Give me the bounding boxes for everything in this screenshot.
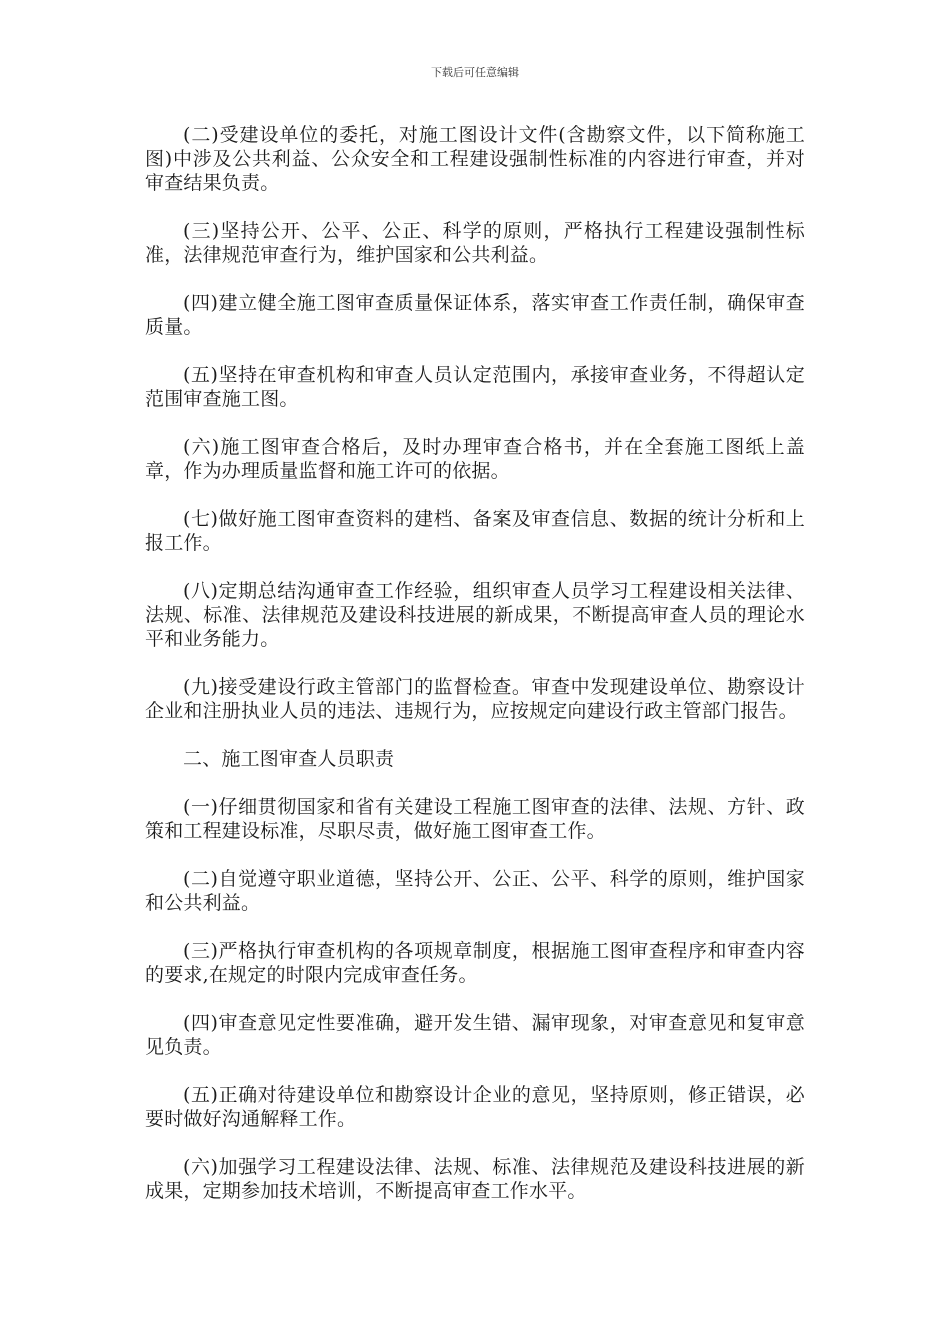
page-header-note: 下载后可任意编辑 — [431, 66, 519, 79]
paragraph-7: (七)做好施工图审查资料的建档、备案及审查信息、数据的统计分析和上报工作。 — [145, 508, 805, 554]
duty-5: (五)正确对待建设单位和勘察设计企业的意见，坚持原则，修正错误，必要时做好沟通解释工作。 — [145, 1084, 805, 1130]
section-heading-reviewer-duties: 二、施工图审查人员职责 — [183, 748, 395, 770]
paragraph-3: (三)坚持公开、公平、公正、科学的原则，严格执行工程建设强制性标准，法律规范审查行为，维护国家和公共利益。 — [145, 220, 805, 266]
paragraph-9: (九)接受建设行政主管部门的监督检查。审查中发现建设单位、勘察设计企业和注册执业人员的违法、违规行为，应按规定向建设行政主管部门报告。 — [145, 676, 805, 722]
paragraph-2: (二)受建设单位的委托，对施工图设计文件(含勘察文件，以下简称施工图)中涉及公共利益、公众安全和工程建设强制性标准的内容进行审查，并对审查结果负责。 — [145, 124, 805, 194]
document-body — [145, 123, 805, 1227]
paragraph-8: (八)定期总结沟通审查工作经验，组织审查人员学习工程建设相关法律、法规、标准、法律规范及建设科技进展的新成果，不断提高审查人员的理论水平和业务能力。 — [145, 580, 805, 650]
duty-1: (一)仔细贯彻国家和省有关建设工程施工图审查的法律、法规、方针、政策和工程建设标准，尽职尽责，做好施工图审查工作。 — [145, 796, 805, 842]
duty-3: (三)严格执行审查机构的各项规章制度，根据施工图审查程序和审查内容的要求,在规定的时限内完成审查任务。 — [145, 940, 805, 986]
duty-2: (二)自觉遵守职业道德，坚持公开、公正、公平、科学的原则，维护国家和公共利益。 — [145, 868, 805, 914]
duty-6: (六)加强学习工程建设法律、法规、标准、法律规范及建设科技进展的新成果，定期参加技术培训，不断提高审查工作水平。 — [145, 1156, 805, 1202]
paragraph-6: (六)施工图审查合格后，及时办理审查合格书，并在全套施工图纸上盖章，作为办理质量监督和施工许可的依据。 — [145, 436, 805, 482]
paragraph-5: (五)坚持在审查机构和审查人员认定范围内，承接审查业务，不得超认定范围审查施工图。 — [145, 364, 805, 410]
duty-4: (四)审查意见定性要准确，避开发生错、漏审现象，对审查意见和复审意见负责。 — [145, 1012, 805, 1058]
paragraph-4: (四)建立健全施工图审查质量保证体系，落实审查工作责任制，确保审查质量。 — [145, 292, 805, 338]
